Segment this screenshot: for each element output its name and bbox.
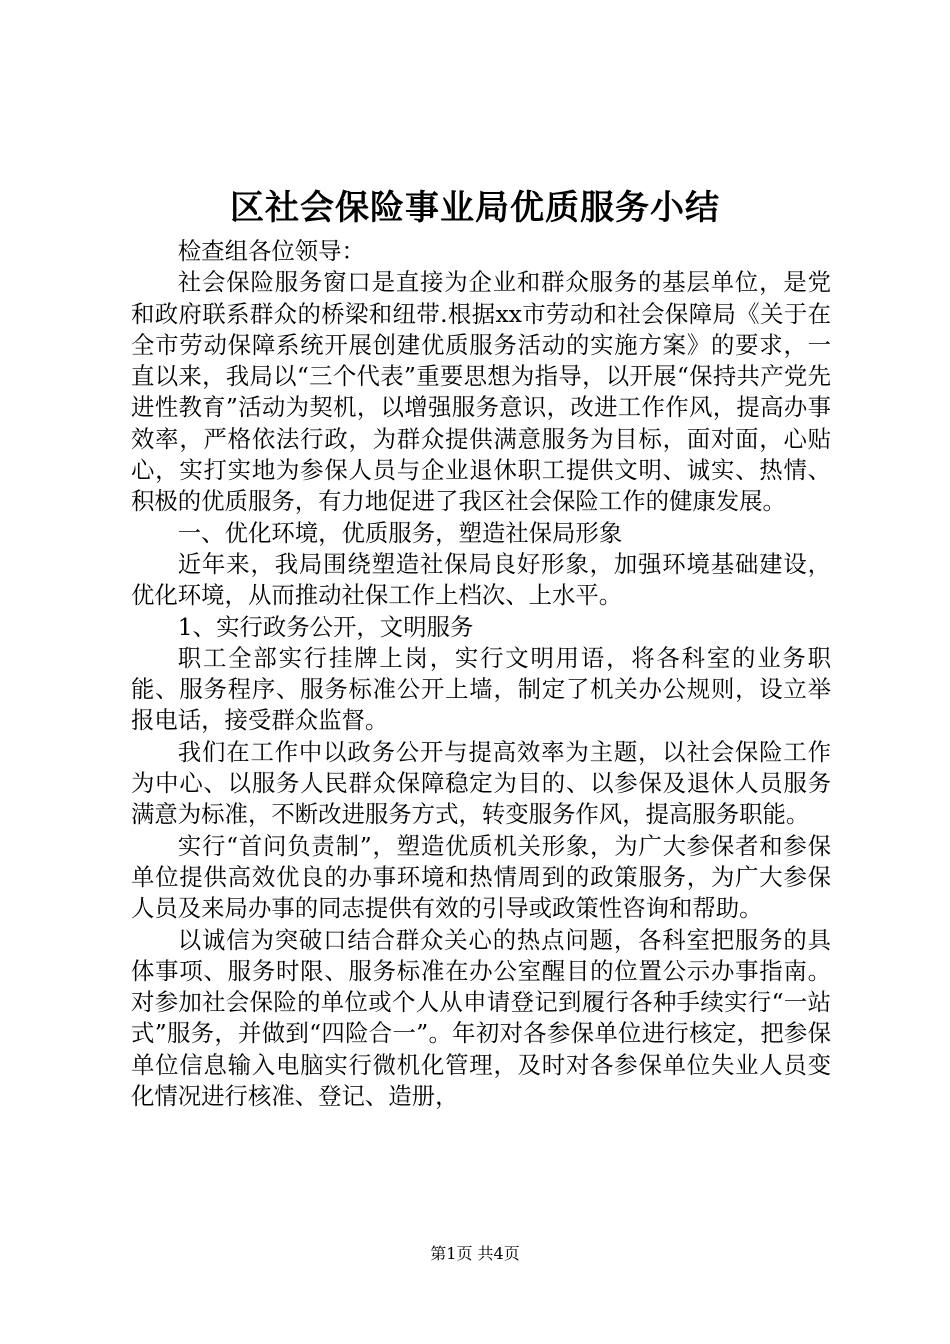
page-footer: 第1页 共4页	[430, 1244, 520, 1263]
section-heading-1: 一、优化环境，优质服务，塑造社保局形象	[177, 518, 623, 547]
document-body	[131, 236, 831, 1112]
body-paragraph: 以诚信为突破口结合群众关心的热点问题，各科室把服务的具体事项、服务时限、服务标准在办公室醒目的位置公示办事指南。对参加社会保险的单位或个人从申请登记到履行各种手续实行“一站式”服务，并做到“四险合一”。年初对各参保单位进行核定，把参保单位信息输入电脑实行微机化管理，及时对各参保单位失业人员变化情况进行核准、登记、造册，	[131, 925, 831, 1111]
body-paragraph: 职工全部实行挂牌上岗，实行文明用语，将各科室的业务职能、服务程序、服务标准公开上墙，制定了机关办公规则，设立举报电话，接受群众监督。	[131, 643, 831, 735]
subsection-heading-1: 1、实行政务公开，文明服务	[177, 612, 474, 641]
intro-paragraph: 社会保险服务窗口是直接为企业和群众服务的基层单位，是党和政府联系群众的桥梁和纽带.根据xx市劳动和社会保障局《关于在全市劳动保障系统开展创建优质服务活动的实施方案》的要求，一直以来，我局以“三个代表”重要思想为指导，以开展“保持共产党先进性教育”活动为契机，以增强服务意识，改进工作作风，提高办事效率，严格依法行政，为群众提供满意服务为目标，面对面，心贴心，实打实地为参保人员与企业退休职工提供文明、诚实、热情、积极的优质服务，有力地促进了我区社会保险工作的健康发展。	[131, 268, 831, 516]
body-paragraph: 实行“首问负责制”，塑造优质机关形象，为广大参保者和参保单位提供高效优良的办事环境和热情周到的政策服务，为广大参保人员及来局办事的同志提供有效的引导或政策性咨询和帮助。	[131, 831, 831, 923]
body-paragraph: 我们在工作中以政务公开与提高效率为主题，以社会保险工作为中心、以服务人民群众保障稳定为目的、以参保及退休人员服务满意为标准，不断改进服务方式，转变服务作风，提高服务职能。	[131, 737, 831, 829]
document-title: 区社会保险事业局优质服务小结	[230, 188, 720, 228]
section-1-paragraph: 近年来，我局围绕塑造社保局良好形象，加强环境基础建设，优化环境，从而推动社保工作上档次、上水平。	[131, 549, 831, 610]
salutation: 检查组各位领导：	[177, 237, 365, 265]
